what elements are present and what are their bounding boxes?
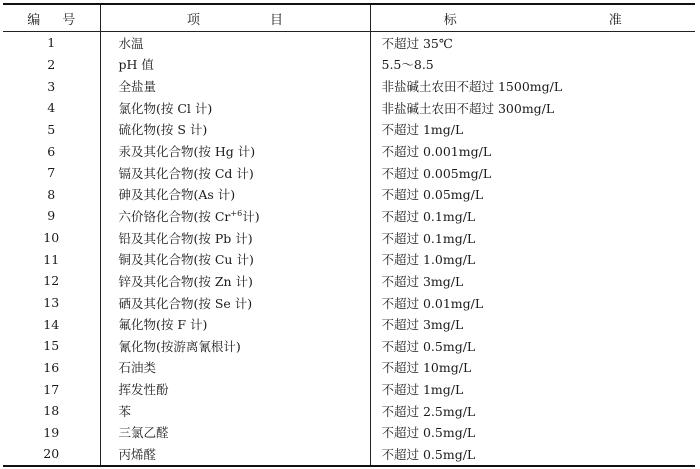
row-item: 三氯乙醛	[100, 422, 370, 444]
table-row	[3, 162, 695, 184]
row-standard: 不超过 2.5mg/L	[381, 403, 476, 419]
row-number: 15	[3, 335, 100, 357]
row-item: 氯化物(按 Cl 计)	[100, 97, 370, 119]
row-number: 2	[3, 54, 100, 76]
row-item: 铜及其化合物(按 Cu 计)	[100, 248, 370, 270]
row-number: 17	[3, 378, 100, 400]
table-row	[3, 270, 695, 292]
row-standard: 不超过 1.0mg/L	[381, 252, 476, 268]
row-number: 16	[3, 357, 100, 379]
row-number: 10	[3, 227, 100, 249]
row-standard: 不超过 35℃	[381, 35, 453, 51]
row-item: pH 值	[100, 54, 370, 76]
table-row	[3, 32, 695, 54]
row-number: 20	[3, 443, 100, 466]
row-item: 石油类	[100, 357, 370, 379]
table-row	[3, 378, 695, 400]
row-item: 硫化物(按 S 计)	[100, 119, 370, 141]
row-standard: 不超过 0.01mg/L	[381, 295, 484, 311]
row-standard: 不超过 0.1mg/L	[381, 230, 476, 246]
header-num: 编 号	[3, 4, 100, 32]
row-item: 汞及其化合物(按 Hg 计)	[100, 140, 370, 162]
item-superscript: +6	[230, 208, 243, 218]
row-number: 12	[3, 270, 100, 292]
row-number: 6	[3, 140, 100, 162]
row-standard: 不超过 0.1mg/L	[381, 208, 476, 224]
row-number: 9	[3, 205, 100, 227]
row-item: 硒及其化合物(按 Se 计)	[100, 292, 370, 314]
table-row	[3, 357, 695, 379]
table-row	[3, 292, 695, 314]
table-row	[3, 400, 695, 422]
table-row	[3, 313, 695, 335]
row-item: 锌及其化合物(按 Zn 计)	[100, 270, 370, 292]
row-item: 苯	[100, 400, 370, 422]
row-item: 全盐量	[100, 75, 370, 97]
table-row	[3, 119, 695, 141]
header-standard: 标 准	[370, 4, 695, 32]
row-standard: 不超过 3mg/L	[381, 317, 464, 333]
row-standard: 不超过 0.5mg/L	[381, 425, 476, 441]
header-row	[3, 4, 695, 32]
row-item: 丙烯醛	[100, 443, 370, 466]
table-row	[3, 97, 695, 119]
row-standard: 不超过 0.05mg/L	[381, 187, 484, 203]
row-item	[100, 205, 370, 227]
row-item: 氟化物(按 F 计)	[100, 313, 370, 335]
table-row	[3, 183, 695, 205]
row-standard: 不超过 3mg/L	[381, 273, 464, 289]
row-standard: 不超过 0.001mg/L	[381, 144, 492, 160]
table-row	[3, 335, 695, 357]
row-item: 镉及其化合物(按 Cd 计)	[100, 162, 370, 184]
row-standard: 不超过 0.5mg/L	[381, 338, 476, 354]
table-row	[3, 54, 695, 76]
table-row	[3, 140, 695, 162]
header-item: 项 目	[100, 4, 370, 32]
row-standard: 不超过 1mg/L	[381, 122, 464, 138]
row-standard: 5.5～8.5	[381, 57, 434, 73]
row-standard: 不超过 0.5mg/L	[381, 446, 476, 462]
table-row	[3, 443, 695, 466]
row-item: 砷及其化合物(As 计)	[100, 183, 370, 205]
row-number: 1	[3, 32, 100, 54]
standards-table	[3, 3, 695, 467]
row-standard: 非盐碱土农田不超过 300mg/L	[381, 100, 555, 116]
table-row	[3, 422, 695, 444]
row-number: 5	[3, 119, 100, 141]
row-standard: 不超过 0.005mg/L	[381, 165, 492, 181]
row-number: 19	[3, 422, 100, 444]
row-standard: 不超过 10mg/L	[381, 360, 472, 376]
row-number: 3	[3, 75, 100, 97]
table-row	[3, 227, 695, 249]
table-row	[3, 205, 695, 227]
item-text: 六价铬化合物(按 Cr	[118, 208, 231, 224]
row-item: 水温	[100, 32, 370, 54]
row-item: 氰化物(按游离氰根计)	[100, 335, 370, 357]
row-number: 11	[3, 248, 100, 270]
table-row	[3, 248, 695, 270]
row-number: 7	[3, 162, 100, 184]
row-standard: 非盐碱土农田不超过 1500mg/L	[381, 79, 563, 95]
row-standard: 不超过 1mg/L	[381, 382, 464, 398]
row-number: 14	[3, 313, 100, 335]
table-row	[3, 75, 695, 97]
row-number: 13	[3, 292, 100, 314]
row-number: 4	[3, 97, 100, 119]
row-item: 铅及其化合物(按 Pb 计)	[100, 227, 370, 249]
row-number: 18	[3, 400, 100, 422]
item-text: 计)	[242, 208, 260, 224]
row-item: 挥发性酚	[100, 378, 370, 400]
row-number: 8	[3, 183, 100, 205]
